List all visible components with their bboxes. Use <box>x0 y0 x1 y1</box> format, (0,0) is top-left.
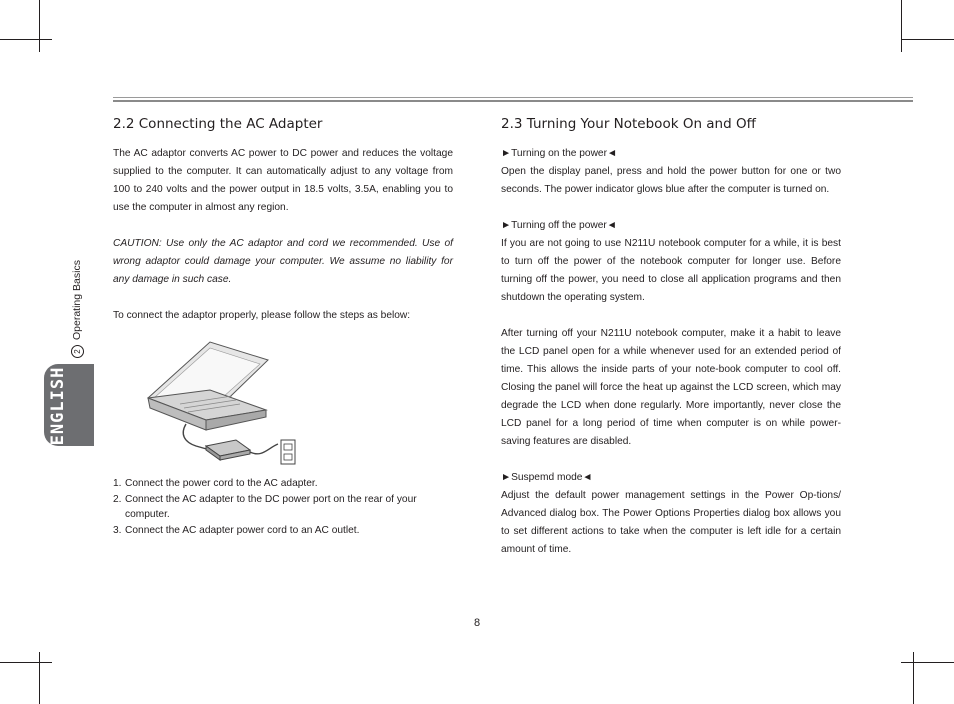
chapter-label <box>67 238 87 358</box>
section-heading-power: 2.3 Turning Your Notebook On and Off <box>501 116 756 132</box>
list-item: 3. Connect the AC adapter power cord to an AC outlet. <box>113 524 360 536</box>
connection-steps <box>113 476 453 538</box>
list-item: 2. Connect the AC adapter to the DC power port on the rear of your computer. <box>113 493 417 520</box>
page-number: 8 <box>473 617 481 629</box>
ac-adapter-brick <box>206 440 250 460</box>
section-heading-ac-adapter: 2.2 Connecting the AC Adapter <box>113 116 323 132</box>
wall-outlet <box>281 440 295 464</box>
turning-on-title: ►Turning on the power◄ <box>501 148 618 159</box>
steps-intro: To connect the adaptor properly, please follow the steps as below: <box>113 310 411 321</box>
left-column <box>113 116 453 325</box>
notebook-illustration <box>148 342 268 430</box>
adapter-connection-illustration <box>140 320 310 470</box>
ac-adapter-description: The AC adaptor converts AC power to DC power and reduces the voltage supplied to the computer. It can automatically adjust to any voltage from 100 to 240 volts and the power output in 18.5 volts, 3.5A, enabling you to use the computer in almost any region. <box>113 148 453 213</box>
language-tab-label: ENGLISH <box>48 366 68 446</box>
chapter-number-badge: 2 <box>71 345 84 358</box>
caution-note: CAUTION: Use only the AC adaptor and cord we recommended. Use of wrong adaptor could damage your computer. We assume no liability for any damage in such case. <box>113 238 453 285</box>
suspend-mode-text: Adjust the default power management settings in the Power Op-tions/ Advanced dialog box. The Power Options Properties dialog box allows you to set different actions to take when the computer is left idle for a certain amount of time. <box>501 490 841 555</box>
list-item: 1. Connect the power cord to the AC adapter. <box>113 478 318 489</box>
turning-off-title: ►Turning off the power◄ <box>501 220 617 231</box>
right-column <box>501 116 841 559</box>
suspend-mode-title: ►Suspemd mode◄ <box>501 472 593 483</box>
header-rule <box>113 97 913 102</box>
lcd-habit-text: After turning off your N211U notebook computer, make it a habit to leave the LCD panel open for a while whenever used for an extended period of time. This allows the inside parts of your note-book computer to cool off. Closing the panel will force the heat up against the LCD screen, which may degrade the LCD when done regularly. More importantly, never close the LCD panel for a long period of time when computer is on while power-saving features are disabled. <box>501 328 841 447</box>
turning-on-text: Open the display panel, press and hold the power button for one or two seconds. The power indicator glows blue after the computer is turned on. <box>501 166 841 195</box>
turning-off-text: If you are not going to use N211U notebook computer for a while, it is best to turn off the power of the notebook computer for longer use. Before turning off the power, you need to close all application programs and then shutdown the operating system. <box>501 238 841 303</box>
chapter-title: Operating Basics <box>71 260 83 340</box>
